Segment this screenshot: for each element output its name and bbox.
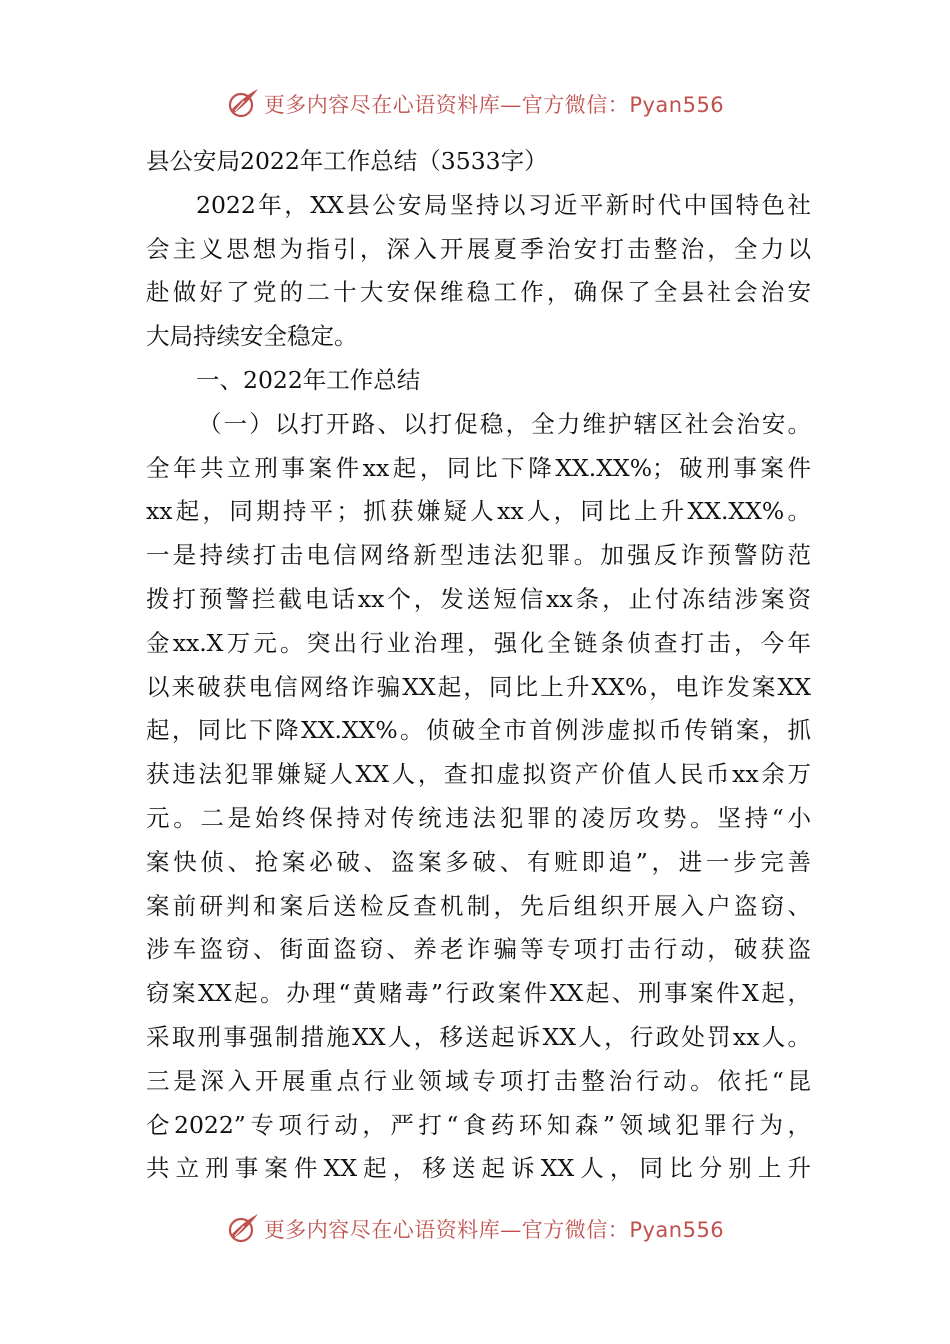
subsection-heading: （一）以打开路、以打促稳，全力维护辖区社会治安。 — [198, 409, 811, 438]
paragraph-line: 全年共立刑事案件xx起，同比下降XX.XX%；破刑事案件 — [146, 453, 811, 482]
watermark-text — [264, 1214, 724, 1244]
paragraph-line: 以来破获电信网络诈骗XX起，同比上升XX%，电诈发案XX — [146, 672, 811, 701]
watermark-wechat-id: Pyan556 — [629, 1218, 725, 1242]
paragraph-line: 赴做好了党的二十大安保维稳工作，确保了全县社会治安 — [146, 278, 811, 307]
watermark-label: 更多内容尽在心语资料库—官方微信： — [263, 93, 630, 117]
paragraph-line: 起，同比下降XX.XX%。侦破全市首例涉虚拟币传销案，抓 — [146, 716, 811, 745]
watermark-text — [264, 89, 724, 119]
section-heading: 一、2022年工作总结 — [196, 365, 421, 394]
paragraph-line: 金xx.X万元。突出行业治理，强化全链条侦查打击，今年 — [146, 628, 811, 657]
watermark-header — [0, 84, 950, 124]
paragraph-line: 采取刑事强制措施XX人，移送起诉XX人，行政处罚xx人。 — [146, 1022, 811, 1051]
paragraph-line: 涉车盗窃、街面盗窃、养老诈骗等专项打击行动，破获盗 — [146, 935, 811, 964]
quill-logo-icon — [226, 87, 260, 121]
paragraph-line: 会主义思想为指引，深入开展夏季治安打击整治，全力以 — [146, 234, 811, 263]
paragraph-line: 2022年，XX县公安局坚持以习近平新时代中国特色社 — [196, 190, 811, 219]
document-body — [146, 140, 811, 1191]
paragraph-line: 一是持续打击电信网络新型违法犯罪。加强反诈预警防范 — [146, 541, 811, 570]
paragraph-line: 大局持续安全稳定。 — [146, 322, 358, 351]
paragraph-line: 拨打预警拦截电话xx个，发送短信xx条，止付冻结涉案资 — [146, 584, 811, 613]
watermark-footer — [0, 1209, 950, 1249]
paragraph-line: 仑2022”专项行动，严打“食药环知森”领域犯罪行为， — [146, 1110, 811, 1139]
paragraph-line: 元。二是始终保持对传统违法犯罪的凌厉攻势。坚持“小 — [146, 803, 811, 832]
paragraph-line: 共立刑事案件XX起，移送起诉XX人，同比分别上升 — [146, 1154, 811, 1183]
watermark-wechat-id: Pyan556 — [629, 93, 725, 117]
paragraph-line: 案快侦、抢案必破、盗案多破、有赃即追”，进一步完善 — [146, 847, 811, 876]
document-title: 县公安局2022年工作总结（3533字） — [146, 147, 548, 175]
paragraph-line: 窃案XX起。办理“黄赌毒”行政案件XX起、刑事案件X起， — [146, 979, 811, 1008]
paragraph-line: xx起，同期持平；抓获嫌疑人xx人，同比上升XX.XX%。 — [146, 497, 811, 526]
paragraph-line: 三是深入开展重点行业领域专项打击整治行动。依托“昆 — [146, 1066, 811, 1095]
quill-logo-icon — [226, 1212, 260, 1246]
watermark-label: 更多内容尽在心语资料库—官方微信： — [263, 1218, 630, 1242]
paragraph-line: 获违法犯罪嫌疑人XX人，查扣虚拟资产价值人民币xx余万 — [146, 760, 811, 789]
paragraph-line: 案前研判和案后送检反查机制，先后组织开展入户盗窃、 — [146, 891, 811, 920]
